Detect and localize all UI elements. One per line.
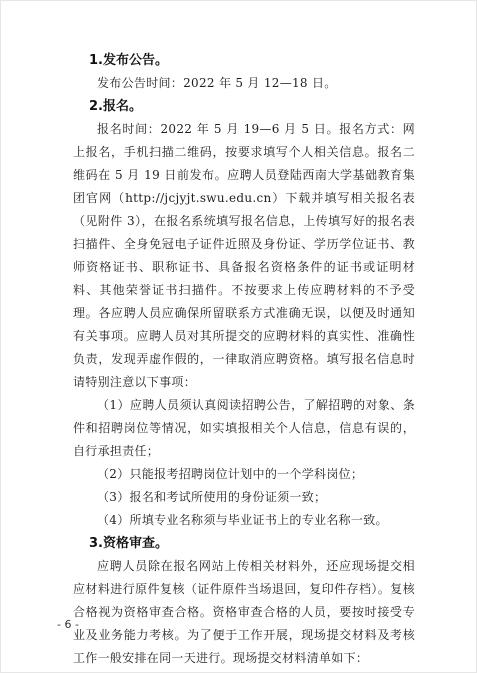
- document-body: [73, 49, 415, 670]
- registration-item-4: （4）所填专业名称须与毕业证书上的专业名称一致。: [97, 513, 388, 527]
- section-heading-announcement: 1.发布公告。: [89, 53, 168, 68]
- registration-paragraph: 报名时间：2022 年 5 月 19—6 月 5 日。报名方式：网上报名，手机扫描二维码，按要求填写个人相关信息。报名二维码在 5 月 19 日前发布。应聘人员登陆西南大学基础教育集团官网（http://jcjyjt.swu.edu.cn）下载并填写相关报名表（见附件 3），在报名系统填写报名信息，上传填写好的报名表扫描件、全身免冠电子证件近照及身份证、学历学位证书、教师资格证书、职称证书、具备报名资格条件的证书或证明材料、其他荣誉证书扫描件。不按要求上传应聘材料的不予受理。各应聘人员应确保所留联系方式准确无误，以便及时通知有关事项。应聘人员对其所提交的应聘材料的真实性、准确性负责，发现弄虚作假的，一律取消应聘资格。填写报名信息时请特别注意以下事项：: [73, 122, 415, 389]
- announcement-time-paragraph: 发布公告时间：2022 年 5 月 12—18 日。: [97, 76, 337, 90]
- registration-item-2: （2）只能报考招聘岗位计划中的一个学科岗位；: [97, 467, 364, 481]
- registration-item-3: （3）报名和考试所使用的身份证须一致；: [97, 490, 327, 504]
- registration-item-1: （1）应聘人员须认真阅读招聘公告，了解招聘的对象、条件和招聘岗位等情况，如实填报相关个人信息，信息有误的，自行承担责任；: [73, 398, 415, 458]
- qualification-paragraph: 应聘人员除在报名网站上传相关材料外，还应现场提交相应材料进行原件复核（证件原件当场退回，复印件存档）。复核合格视为资格审查合格。资格审查合格的人员，要按时接受专业及业务能力考核。为了便于工作开展，现场提交材料及考核工作一般安排在同一天进行。现场提交材料清单如下：: [73, 559, 415, 665]
- page-number: - 6 -: [57, 618, 79, 631]
- section-heading-registration: 2.报名。: [89, 99, 142, 114]
- section-heading-qualification: 3.资格审查。: [89, 536, 168, 551]
